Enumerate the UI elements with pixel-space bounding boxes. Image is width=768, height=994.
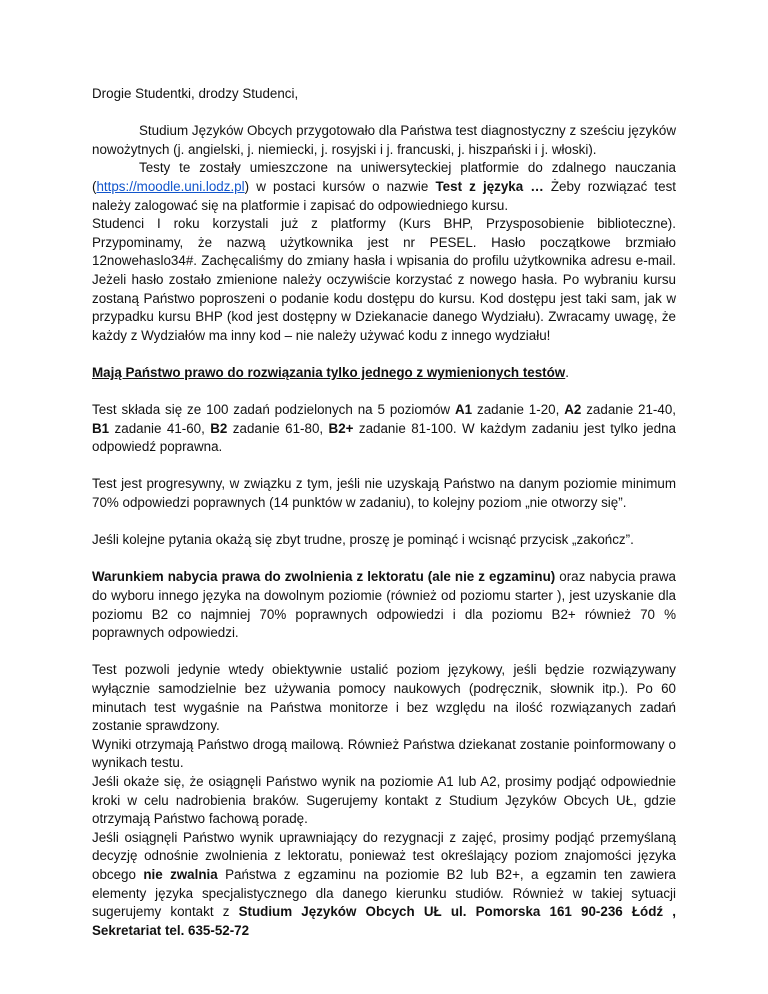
structure-text-3: zadanie 21-40, [581, 402, 676, 418]
letter-page [92, 85, 676, 940]
login-paragraph: Studenci I roku korzystali już z platformy (Kurs BHP, Przysposobienie biblioteczne). Przypominamy, że nazwą użytkownika jest nr PESEL. Hasło początkowe brzmiało 12nowehaslo34#. Zachęcaliśmy do zmiany hasła i wpisania do profilu użytkownika adresu e-mail. Jeżeli hasło zostało zmienione należy oczywiście korzystać z nowego hasła. Po wybraniu kursu zostaną Państwo poproszeni o podanie kodu dostępu do kursu. Kod dostępu jest taki sam, jak w przypadku kursu BHP (kod jest dostępny w Dziekanacie danego Wydziału). Zwracamy uwagę, że każdy z Wydziałów ma inny kod – nie należy używać kodu z innego wydziału! [92, 216, 676, 343]
structure-paragraph [92, 401, 676, 457]
contact-info: Studium Języków Obcych UŁ ul. Pomorska 161 90-236 Łódź , Sekretariat tel. 635-52-72 [92, 904, 676, 938]
lowlevel-paragraph: Jeśli okaże się, że osiągnęli Państwo wynik na poziomie A1 lub A2, prosimy podjąć odpowiednie kroki w celu nadrobienia braków. Sugerujemy kontakt z Studium Języków Obcych UŁ, gdzie otrzymają Państwo fachową poradę. [92, 773, 676, 827]
level-a2: A2 [564, 402, 582, 418]
structure-text-5: zadanie 61-80, [227, 420, 329, 436]
skip-paragraph: Jeśli kolejne pytania okażą się zbyt trudne, proszę je pominąć i wcisnąć przycisk „zakończ”. [92, 532, 634, 548]
course-name: Test z języka … [435, 178, 544, 194]
condition-bold: Warunkiem nabycia prawa do zwolnienia z lektoratu (ale nie z egzaminu) [92, 569, 556, 585]
greeting: Drogie Studentki, drodzy Studenci, [92, 86, 299, 101]
objective-paragraph: Test pozwoli jedynie wtedy obiektywnie ustalić poziom językowy, jeśli będzie rozwiązywany wyłącznie samodzielnie bez używania pomocy naukowych (podręcznik, słownik itp.). Po 60 minutach test wygaśnie na Państwa monitorze i bez względu na ilość rozwiązanych zadań zostanie sprawdzony. [92, 662, 676, 734]
structure-text-1: Test składa się ze 100 zadań podzielonych na 5 poziomów [92, 402, 455, 418]
structure-text-4: zadanie 41-60, [109, 420, 211, 436]
platform-paragraph [92, 159, 676, 215]
level-b2plus: B2+ [328, 420, 354, 436]
final-not-exempt: nie zwalnia [143, 866, 218, 882]
platform-text-b: ) w postaci kursów o nazwie [244, 178, 436, 194]
platform-text-c: Żeby rozwiązać test należy zalogować się na platformie i zapisać do odpowiedniego kursu. [92, 178, 676, 213]
level-b2: B2 [210, 420, 228, 436]
platform-text-a: Testy te zostały umieszczone na uniwersyteckiej platformie do zdalnego nauczania ( [92, 160, 676, 194]
intro-paragraph: Studium Języków Obcych przygotowało dla Państwa test diagnostyczny z sześciu języków nowożytnych (j. angielski, j. niemiecki, j. rosyjski i j. francuski, j. hiszpański i j. włoski). [92, 123, 676, 157]
structure-text-6: zadanie 81-100. W każdym zadaniu jest tylko jedna odpowiedź poprawna. [92, 420, 676, 455]
level-a1: A1 [455, 402, 473, 418]
final-text-a: Jeśli osiągnęli Państwo wynik uprawniający do rezygnacji z zajęć, prosimy podjąć przemyślaną decyzję odnośnie zwolnienia z lektoratu, ponieważ test określający poziom znajomości języka obcego [92, 829, 676, 882]
final-paragraph [92, 829, 676, 941]
moodle-link[interactable]: https://moodle.uni.lodz.pl [96, 178, 245, 194]
notice-text: Mają Państwo prawo do rozwiązania tylko jednego z wymienionych testów [92, 364, 566, 380]
final-text-b: Państwa z egzaminu na poziomie B2 lub B2+, a egzamin ten zawiera elementy języka specjalistycznego dla danego kierunku studiów. Również w takiej sytuacji sugerujemy kontakt z [92, 866, 676, 920]
notice-end: . [565, 364, 569, 380]
level-b1: B1 [92, 420, 110, 436]
notice-paragraph [92, 364, 676, 383]
condition-paragraph [92, 568, 676, 642]
condition-rest: oraz nabycia prawa do wyboru innego języka na dowolnym poziomie (również od poziomu starter ), jest uzyskanie dla poziomu B2 co najmniej 70% poprawnych odpowiedzi i dla poziomu B2+ również 70 % poprawnych odpowiedzi. [92, 569, 676, 641]
structure-text-2: zadanie 1-20, [472, 402, 565, 418]
results-paragraph: Wyniki otrzymają Państwo drogą mailową. Również Państwa dziekanat zostanie poinformowany o wynikach testu. [92, 736, 676, 771]
progressive-paragraph: Test jest progresywny, w związku z tym, jeśli nie uzyskają Państwo na danym poziomie minimum 70% odpowiedzi poprawnych (14 punktów w zadaniu), to kolejny poziom „nie otworzy się”. [92, 476, 676, 511]
